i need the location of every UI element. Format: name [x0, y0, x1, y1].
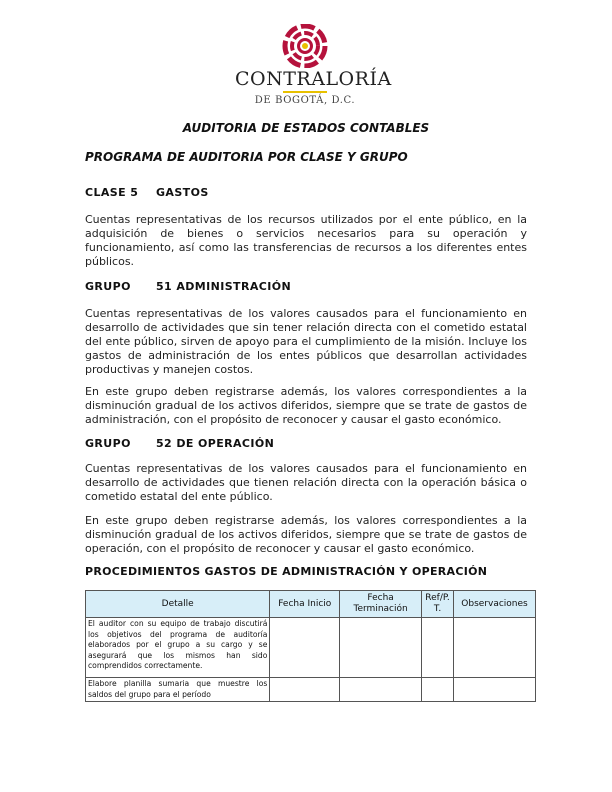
- clase-description: Cuentas representativas de los recursos utilizados por el ente público, en la adquisición de bienes o servicios necesarios para su operación y funcionamiento, así como las transferencias de recursos a los diferentes entes públicos.: [85, 213, 527, 268]
- grupo52-name: 52 DE OPERACIÓN: [156, 437, 275, 450]
- grupo51-heading: [85, 280, 291, 293]
- table-row: [86, 678, 536, 702]
- observations-cell: [454, 678, 536, 702]
- procedures-title: PROCEDIMIENTOS GASTOS DE ADMINISTRACIÓN Y OPERACIÓN: [85, 565, 488, 578]
- clase-name: GASTOS: [156, 186, 209, 199]
- table-row: [86, 618, 536, 678]
- rose-emblem-icon: [281, 24, 329, 68]
- column-header: Ref/P. T.: [422, 591, 454, 618]
- column-header: Observaciones: [454, 591, 536, 618]
- logo-name: CONTRALORÍA: [235, 68, 392, 90]
- grupo52-description: Cuentas representativas de los valores causados para el funcionamiento en desarrollo de actividades que tienen relación directa con la operación básica o cometido estatal del ente público.: [85, 462, 527, 503]
- ref-cell: [422, 618, 454, 678]
- grupo51-name: 51 ADMINISTRACIÓN: [156, 280, 292, 293]
- observations-cell: [454, 618, 536, 678]
- column-header: Detalle: [86, 591, 270, 618]
- grupo52-label: GRUPO: [85, 437, 131, 450]
- grupo52-additional: En este grupo deben registrarse además, los valores correspondientes a la disminución gradual de los activos diferidos, siempre que se trate de gastos de operación, con el propósito de reconocer y causar el gasto económico.: [85, 514, 527, 555]
- grupo51-additional: En este grupo deben registrarse además, los valores correspondientes a la disminución gradual de los activos diferidos, siempre que se trate de gastos de administración, con el propósito de reconocer y causar el gasto económico.: [85, 385, 527, 426]
- grupo52-heading: [85, 437, 274, 450]
- end-date-cell: [340, 618, 422, 678]
- clase-heading: [85, 186, 209, 199]
- grupo51-description: Cuentas representativas de los valores causados para el funcionamiento en desarrollo de actividades que sin tener relación directa con el cometido estatal del ente público, sirven de apoyo para el cumplimiento de la misión. Incluye los gastos de administración de los entes públicos que desarrollan actividades productivas y manejen costos.: [85, 307, 527, 376]
- ref-cell: [422, 678, 454, 702]
- table-header-row: [86, 591, 536, 618]
- logo-divider: [283, 91, 327, 93]
- grupo51-label: GRUPO: [85, 280, 131, 293]
- clase-label: CLASE 5: [85, 186, 139, 199]
- detail-cell: Elabore planilla sumaria que muestre los saldos del grupo para el período: [86, 678, 270, 702]
- detail-cell: El auditor con su equipo de trabajo discutirá los objetivos del programa de auditoría elaborados por el grupo a su cargo y se asegurará que los mismos han sido comprendidos correctamente.: [86, 618, 270, 678]
- document-title: AUDITORIA DE ESTADOS CONTABLES: [182, 121, 430, 135]
- logo-subtitle: DE BOGOTÁ, D.C.: [254, 95, 356, 106]
- end-date-cell: [340, 678, 422, 702]
- start-date-cell: [270, 678, 340, 702]
- column-header: Fecha Inicio: [270, 591, 340, 618]
- start-date-cell: [270, 618, 340, 678]
- procedures-table: [85, 590, 536, 702]
- program-title: PROGRAMA DE AUDITORIA POR CLASE Y GRUPO: [85, 150, 408, 164]
- column-header: Fecha Terminación: [340, 591, 422, 618]
- contraloria-logo: [235, 22, 392, 114]
